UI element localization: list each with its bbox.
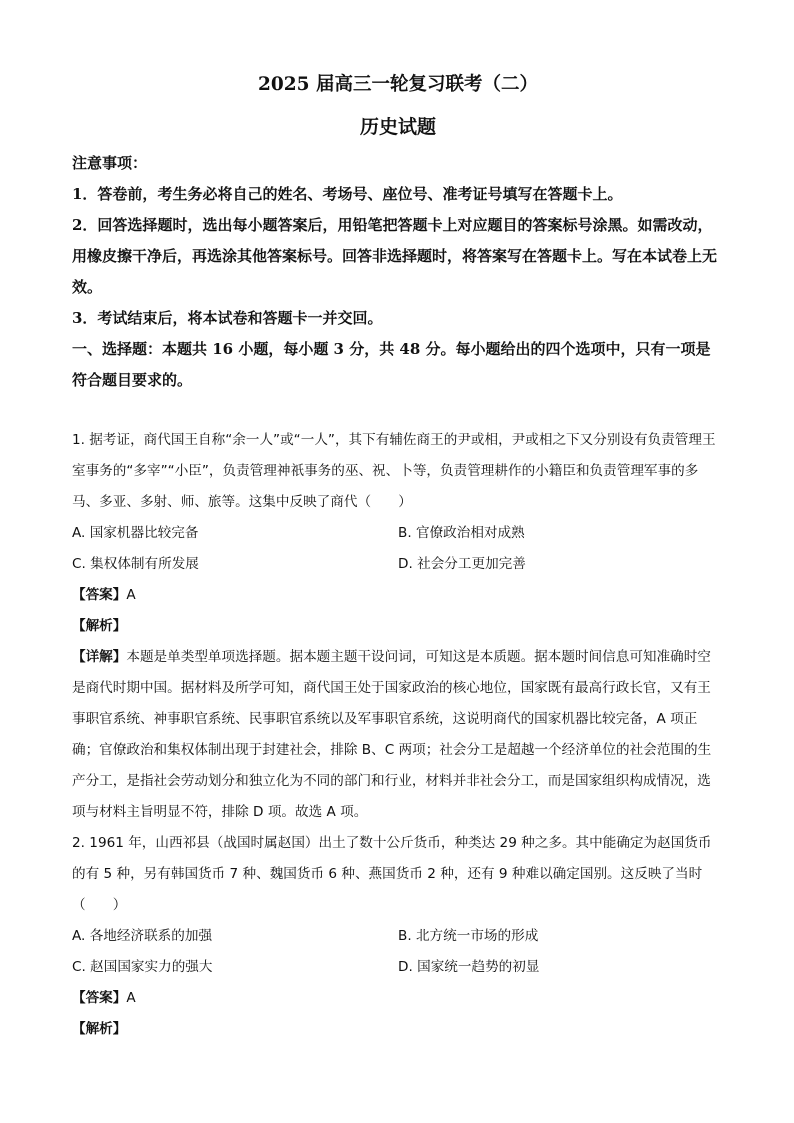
question-2-option-a: A. 各地经济联系的加强	[72, 928, 213, 944]
section-heading: 一、选择题：本题共 16 小题，每小题 3 分，共 48 分。每小题给出的四个选项中，只有一项是符合题目要求的。	[72, 340, 711, 389]
question-2-option-b: B. 北方统一市场的形成	[398, 928, 539, 944]
question-2-option-c: C. 赵国国家实力的强大	[72, 959, 213, 975]
question-1-option-c: C. 集权体制有所发展	[72, 556, 199, 572]
notes-section	[72, 148, 724, 396]
answer-label: 【答案】	[72, 587, 127, 603]
question-2-options	[72, 921, 724, 983]
question-1-stem: 1. 据考证，商代国王自称“余一人”或“一人”，其下有辅佐商王的尹或相，尹或相之下又分别设有负责管理王室事务的“多宰”“小臣”，负责管理神祇事务的巫、祝、卜等，负责管理耕作的小籍臣和负责管理军事的多马、多亚、多射、师、旅等。这集中反映了商代（ ）	[72, 432, 716, 510]
notes-item-2: 2．回答选择题时，选出每小题答案后，用铅笔把答题卡上对应题目的答案标号涂黑。如需改动，用橡皮擦干净后，再选涂其他答案标号。回答非选择题时，将答案写在答题卡上。写在本试卷上无效。	[72, 216, 718, 296]
question-1-options	[72, 518, 724, 580]
question-2-answer	[72, 983, 724, 1014]
question-1-analysis	[72, 611, 724, 642]
question-1	[72, 425, 724, 828]
question-1-option-b: B. 官僚政治相对成熟	[398, 525, 525, 541]
question-1-option-a: A. 国家机器比较完备	[72, 525, 199, 541]
question-2-analysis	[72, 1014, 724, 1045]
notes-heading: 注意事项：	[72, 154, 148, 172]
question-2	[72, 828, 724, 1045]
question-1-detail	[72, 642, 724, 828]
answer-value: A	[126, 587, 136, 603]
answer-value: A	[126, 990, 136, 1006]
question-2-stem: 2. 1961 年，山西祁县（战国时属赵国）出土了数十公斤货币，种类达 29 种之多。其中能确定为赵国货币的有 5 种，另有韩国货币 7 种、魏国货币 6 种、燕国货币 2 种，还有 9 种难以确定国别。这反映了当时（ ）	[72, 835, 712, 913]
detail-label: 【详解】	[72, 649, 127, 665]
analysis-label: 【解析】	[72, 618, 127, 634]
question-1-option-d: D. 社会分工更加完善	[398, 556, 526, 572]
exam-subtitle: 历史试题	[359, 116, 436, 138]
answer-label: 【答案】	[72, 990, 127, 1006]
question-2-option-d: D. 国家统一趋势的初显	[398, 959, 540, 975]
notes-item-3: 3．考试结束后，将本试卷和答题卡一并交回。	[72, 309, 383, 327]
notes-item-1: 1．答卷前，考生务必将自己的姓名、考场号、座位号、准考证号填写在答题卡上。	[72, 185, 623, 203]
detail-text: 本题是单类型单项选择题。据本题主题干设问词，可知这是本质题。据本题时间信息可知准确时空是商代时期中国。据材料及所学可知，商代国王处于国家政治的核心地位，国家既有最高行政长官，又有王事职官系统、神事职官系统、民事职官系统以及军事职官系统，这说明商代的国家机器比较完备，A 项正确；官僚政治和集权体制出现于封建社会，排除 B、C 两项；社会分工是超越一个经济单位的社会范围的生产分工，是指社会劳动划分和独立化为不同的部门和行业，材料并非社会分工，而是国家组织构成情况，选项与材料主旨明显不符，排除 D 项。故选 A 项。	[72, 649, 712, 820]
exam-title: 2025 届高三一轮复习联考（二）	[258, 74, 538, 95]
question-1-answer	[72, 580, 724, 611]
analysis-label: 【解析】	[72, 1021, 127, 1037]
